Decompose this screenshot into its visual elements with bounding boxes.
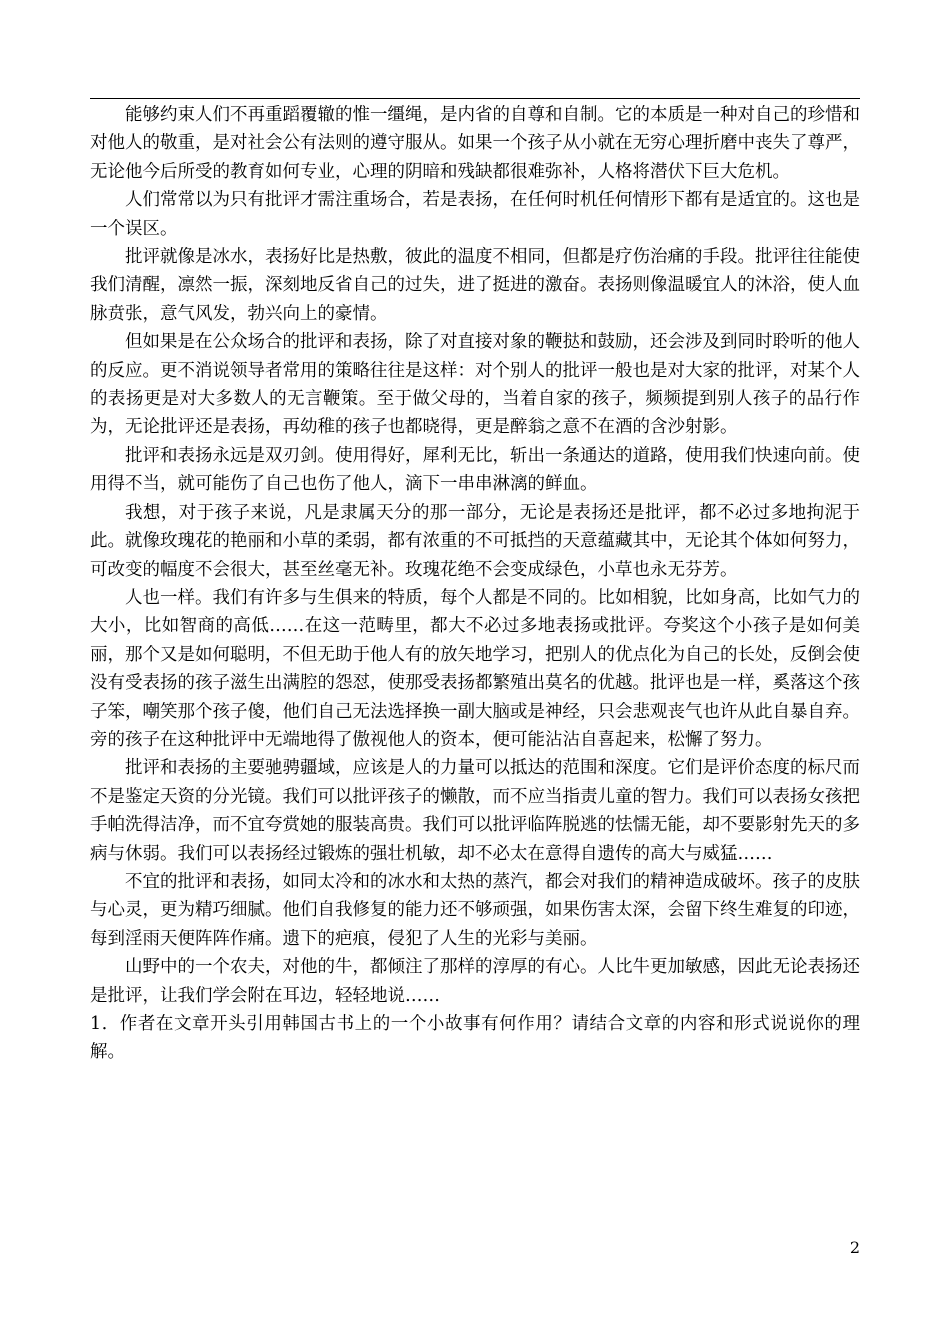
paragraph-4: 但如果是在公众场合的批评和表扬，除了对直接对象的鞭挞和鼓励，还会涉及到同时聆听的他人的反应。更不消说领导者常用的策略往往是这样：对个别人的批评一般也是对大家的批评，对某个人的表扬更是对大多数人的无言鞭策。至于做父母的，当着自家的孩子，频频提到别人孩子的品行作为，无论批评还是表扬，再幼稚的孩子也都晓得，更是醉翁之意不在酒的含沙射影。 [90, 332, 860, 438]
paragraph-7: 人也一样。我们有许多与生俱来的特质，每个人都是不同的。比如相貌，比如身高，比如气力的大小，比如智商的高低……在这一范畴里，都大不必过多地表扬或批评。夸奖这个小孩子是如何美丽，那个又是如何聪明，不但无助于他人有的放矢地学习，把别人的优点化为自己的长处，反倒会使没有受表扬的孩子滋生出满腔的怨怼，使那受表扬都繁殖出莫名的优越。批评也是一样，奚落这个孩子笨，嘲笑那个孩子傻，他们自己无法选择换一副大脑或是神经，只会悲观丧气也许从此自暴自弃。旁的孩子在这种批评中无端地得了傲视他人的资本，便可能沾沾自喜起来，松懈了努力。 [90, 587, 860, 750]
paragraph-6: 我想，对于孩子来说，凡是隶属天分的那一部分，无论是表扬还是批评，都不必过多地拘泥于此。就像玫瑰花的艳丽和小草的柔弱，都有浓重的不可抵挡的天意蕴藏其中，无论其个体如何努力，可改变的幅度不会很大，甚至丝毫无补。玫瑰花绝不会变成绿色，小草也永无芬芳。 [90, 502, 860, 580]
paragraph-1: 能够约束人们不再重蹈覆辙的惟一缰绳，是内省的自尊和自制。它的本质是一种对自己的珍惜和对他人的敬重，是对社会公有法则的遵守服从。如果一个孩子从小就在无穷心理折磨中丧失了尊严，无论他今后所受的教育如何专业，心理的阴暗和残缺都很难弥补，人格将潜伏下巨大危机。 [90, 105, 860, 182]
article-body [90, 101, 860, 1067]
question-1: 1．作者在文章开头引用韩国古书上的一个小故事有何作用？请结合文章的内容和形式说说你的理解。 [90, 1014, 860, 1063]
page-number: 2 [849, 1238, 860, 1257]
header-rule [90, 98, 860, 99]
paragraph-2: 人们常常以为只有批评才需注重场合，若是表扬，在任何时机任何情形下都有是适宜的。这也是一个误区。 [90, 190, 860, 239]
paragraph-3: 批评就像是冰水，表扬好比是热敷，彼此的温度不相同，但都是疗伤治痛的手段。批评往往能使我们清醒，凛然一振，深刻地反省自己的过失，进了挺进的激奋。表扬则像温暖宜人的沐浴，使人血脉贲张，意气风发，勃兴向上的豪情。 [90, 247, 860, 324]
paragraph-5: 批评和表扬永远是双刃剑。使用得好，犀利无比，斩出一条通达的道路，使用我们快速向前。使用得不当，就可能伤了自己也伤了他人，滴下一串串淋漓的鲜血。 [90, 445, 860, 495]
paragraph-10: 山野中的一个农夫，对他的牛，都倾注了那样的淳厚的有心。人比牛更加敏感，因此无论表扬还是批评，让我们学会附在耳边，轻轻地说…… [90, 957, 860, 1006]
paragraph-8: 批评和表扬的主要驰骋疆域，应该是人的力量可以抵达的范围和深度。它们是评价态度的标尺而不是鉴定天资的分光镜。我们可以批评孩子的懒散，而不应当指责儿童的智力。我们可以表扬女孩把手帕洗得洁净，而不宜夸赏她的服装高贵。我们可以批评临阵脱逃的怯懦无能，却不要影射先天的多病与休弱。我们可以表扬经过锻炼的强壮机敏，却不必太在意得自遗传的高大与威猛…… [90, 758, 860, 864]
paragraph-9: 不宜的批评和表扬，如同太冷和的冰水和太热的蒸汽，都会对我们的精神造成破坏。孩子的皮肤与心灵，更为精巧细腻。他们自我修复的能力还不够顽强，如果伤害太深，会留下终生难复的印迹，每到淫雨天便阵阵作痛。遗下的疤痕，侵犯了人生的光彩与美丽。 [90, 871, 860, 949]
